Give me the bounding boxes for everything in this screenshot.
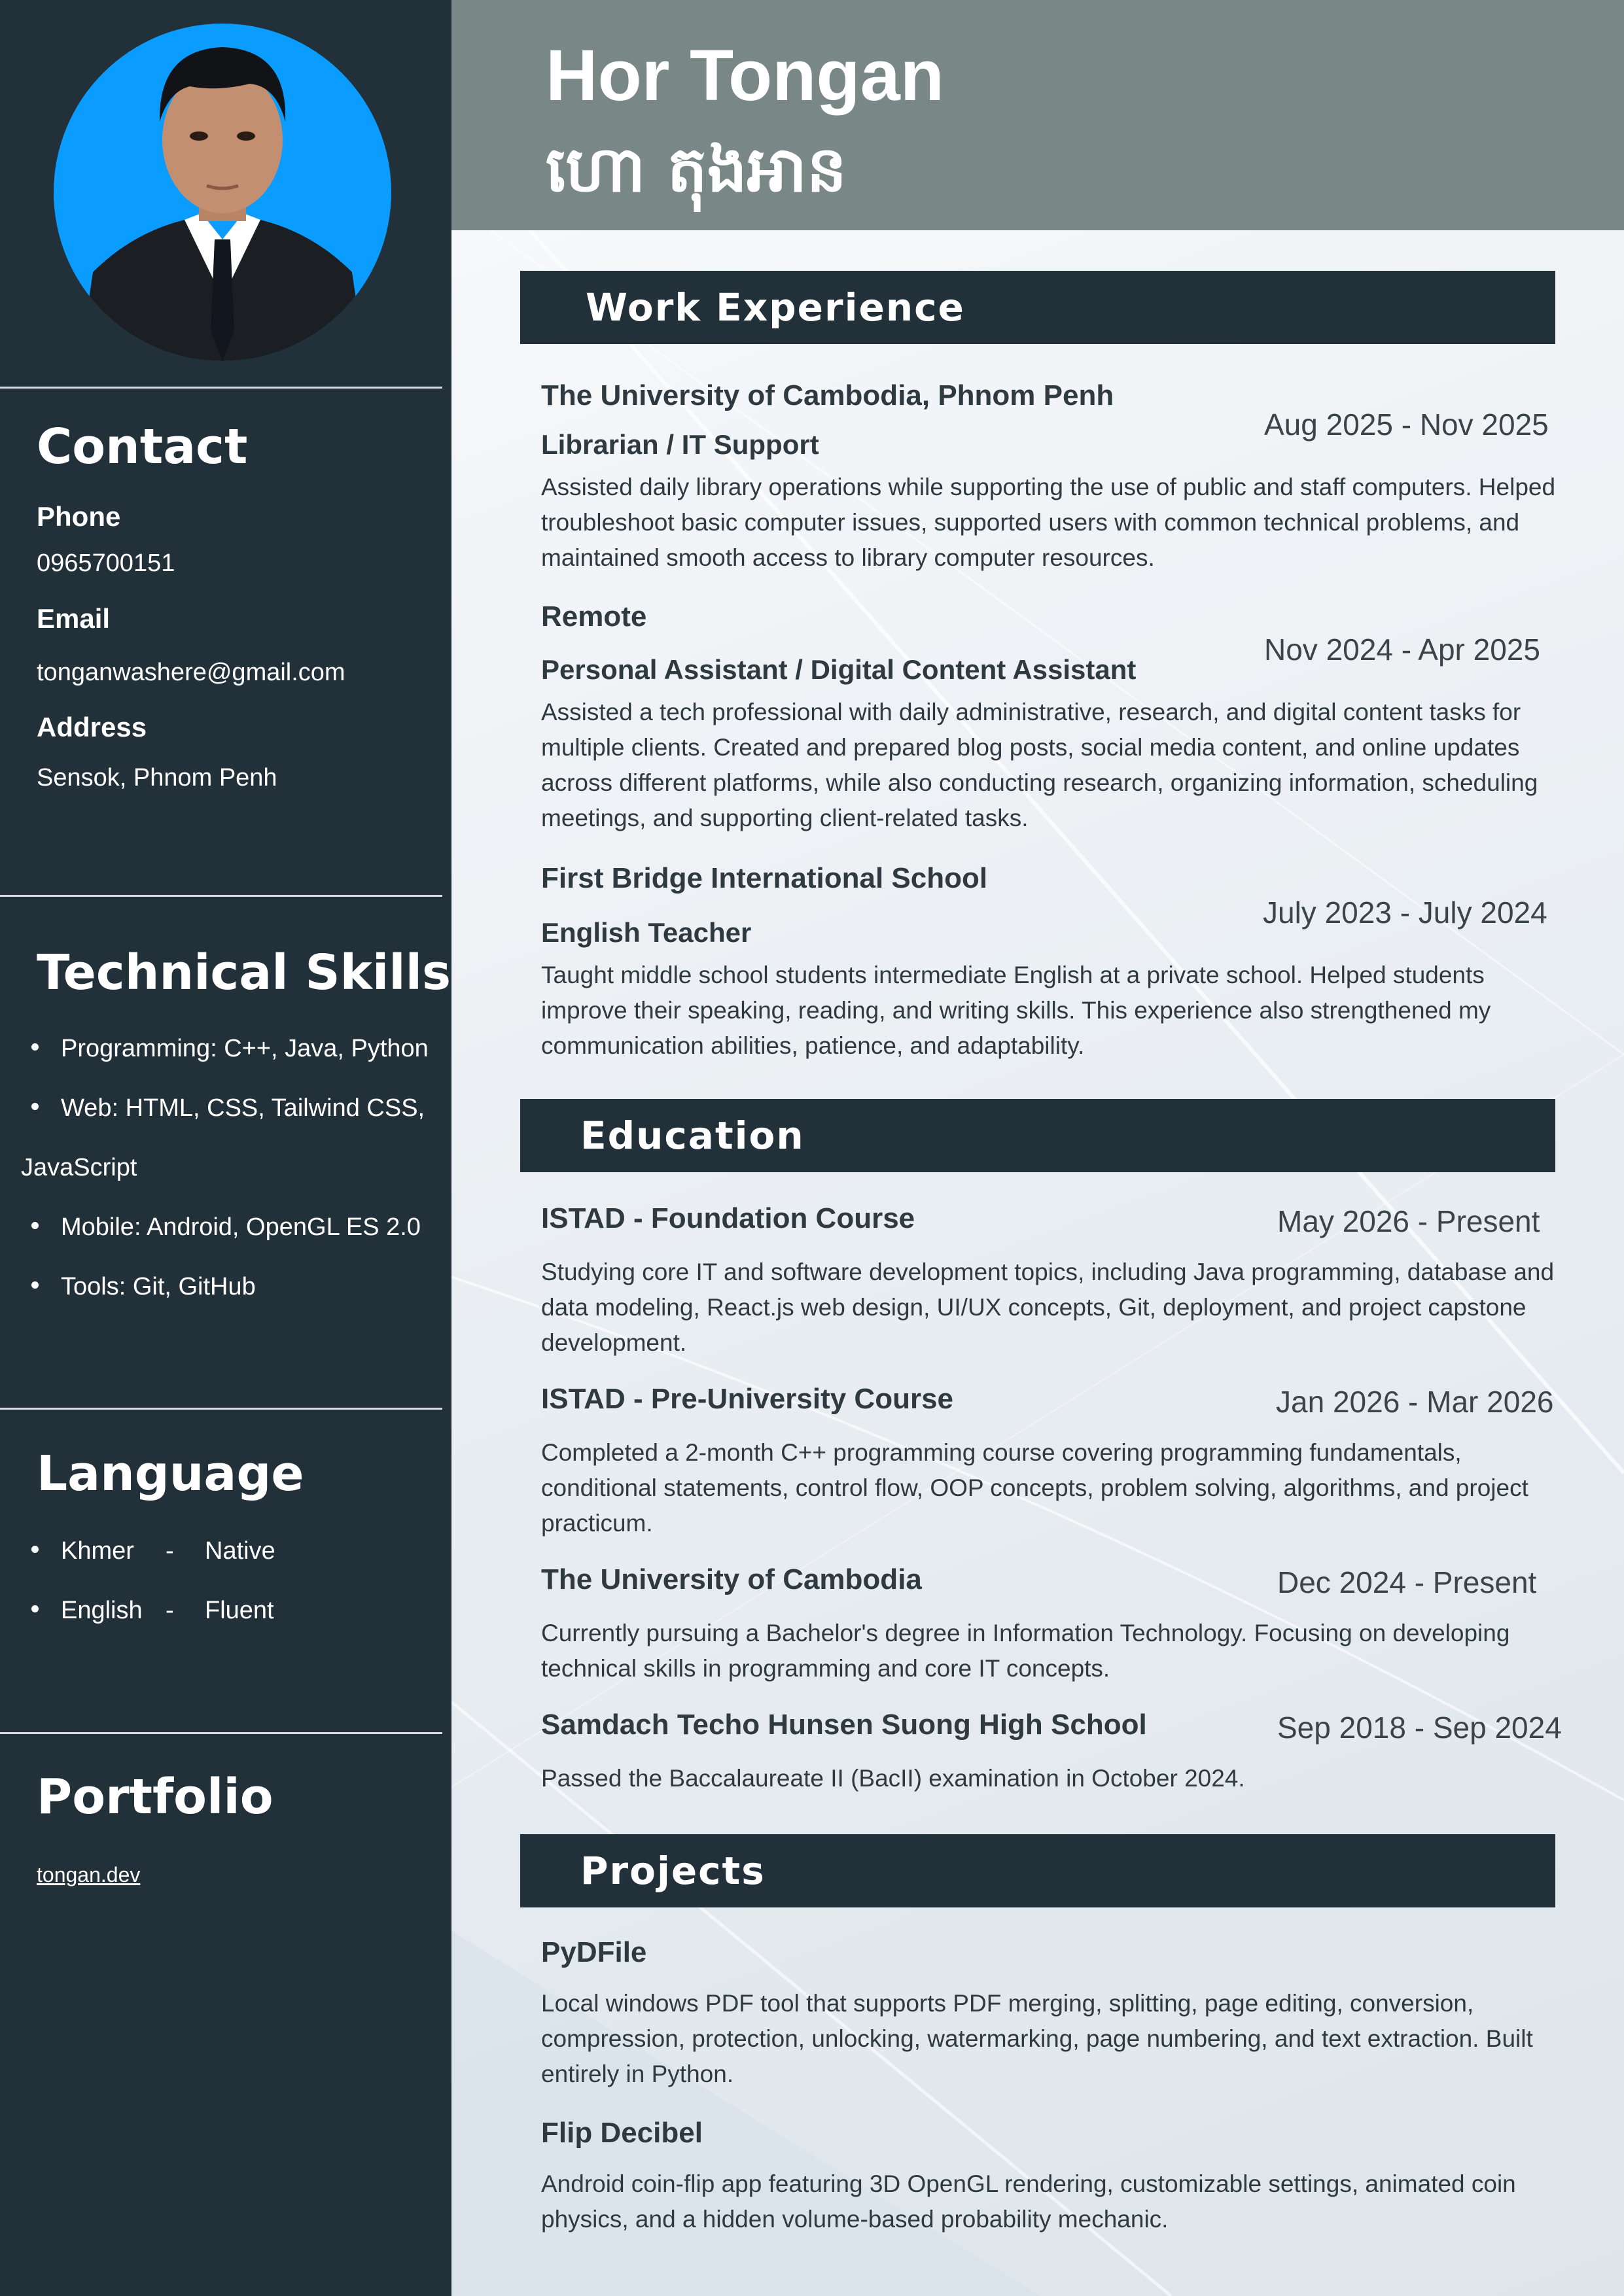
education-header [520,1099,1555,1172]
work-description: Taught middle school students intermediate English at a private school. Helped students improve their speaking, reading, and writing skills. This experience also strengthened my communication abilities, patience, and adaptability. [541,962,1491,1059]
sidebar [0,0,451,2296]
work-dates: Nov 2024 - Apr 2025 [1264,633,1540,667]
education-heading: Education [580,1113,805,1158]
bullet-icon [31,1605,39,1612]
education-description: Studying core IT and software development topics, including Java programming, database and data modeling, React.js web design, UI/UX concepts, Git, deployment, and project capstone development. [541,1259,1555,1356]
education-description: Completed a 2-month C++ programming course covering programming fundamentals, conditional statements, control flow, OOP concepts, problem solving, algorithms, and project practicum. [541,1439,1528,1537]
name-english: Hor Tongan [546,35,944,116]
education-dates: Sep 2018 - Sep 2024 [1277,1711,1562,1745]
work-org: First Bridge International School [541,862,988,894]
skill-item-continuation: JavaScript [21,1154,137,1181]
work-description: Assisted daily library operations while supporting the use of public and staff computers. Helped troubleshoot basic computer issues, supported users with common technical problems, and maintained smooth access to library computer resources. [541,474,1556,571]
project-description: Android coin-flip app featuring 3D OpenGL rendering, customizable settings, animated coin physics, and a hidden volume-based probability mechanic. [541,2170,1516,2233]
email-label: Email [37,603,111,634]
work-dates: July 2023 - July 2024 [1263,896,1547,930]
work-role: English Teacher [541,917,752,948]
education-title: Samdach Techo Hunsen Suong High School [541,1709,1147,1741]
bullet-icon [31,1222,39,1229]
education-dates: May 2026 - Present [1277,1204,1540,1238]
skill-item: Programming: C++, Java, Python [31,1035,429,1063]
education-title: ISTAD - Pre-University Course [541,1383,954,1415]
projects-header [520,1834,1555,1907]
address-value: Sensok, Phnom Penh [37,764,277,791]
education-dates: Dec 2024 - Present [1277,1565,1537,1599]
address-label: Address [37,712,147,742]
language-item: Khmer - Native [31,1537,275,1565]
project-description: Local windows PDF tool that supports PDF merging, splitting, page editing, conversion, compression, protection, unlocking, watermarking, page numbering, and text extraction. Built entirely in Python. [541,1990,1533,2087]
header-banner [451,0,1624,230]
work-experience-header [520,271,1555,344]
education-title: ISTAD - Foundation Course [541,1202,915,1234]
name-khmer: ហោ តុងអាន [546,133,847,206]
education-dates: Jan 2026 - Mar 2026 [1276,1385,1554,1419]
divider [0,1732,442,1734]
contact-heading: Contact [37,419,248,475]
work-org: Remote [541,600,647,633]
work-experience-heading: Work Experience [586,285,965,330]
skill-item: Mobile: Android, OpenGL ES 2.0 [31,1213,421,1242]
language-item: English - Fluent [31,1597,274,1625]
portfolio-heading: Portfolio [37,1769,274,1825]
divider [0,1408,442,1410]
bullet-icon [31,1043,39,1051]
project-title: PyDFile [541,1936,647,1968]
portfolio-link[interactable]: tongan.dev [37,1863,141,1887]
person-portrait-icon [54,24,391,361]
bullet-icon [31,1546,39,1553]
bullet-icon [31,1103,39,1110]
divider [0,387,442,389]
skill-item: Web: HTML, CSS, Tailwind CSS, [31,1094,425,1122]
education-description: Passed the Baccalaureate II (BacII) examination in October 2024. [541,1765,1245,1792]
education-description: Currently pursuing a Bachelor's degree in Information Technology. Focusing on developing technical skills in programming and core IT concepts. [541,1620,1510,1682]
phone-label: Phone [37,501,121,532]
project-title: Flip Decibel [541,2117,703,2149]
profile-photo [54,24,391,361]
education-title: The University of Cambodia [541,1563,922,1595]
phone-value: 0965700151 [37,549,175,577]
bullet-icon [31,1281,39,1289]
work-org: The University of Cambodia, Phnom Penh [541,379,1114,411]
work-role: Personal Assistant / Digital Content Assistant [541,654,1137,685]
email-value[interactable]: tonganwashere@gmail.com [37,659,345,686]
projects-heading: Projects [580,1849,766,1893]
skill-item: Tools: Git, GitHub [31,1273,256,1301]
divider [0,895,442,897]
work-description: Assisted a tech professional with daily administrative, research, and digital content tasks for multiple clients. Created and prepared blog posts, social media content, and online updates across different platforms, while also conducting research, organizing information, scheduling meetings, and supporting client-related tasks. [541,699,1538,831]
skills-heading: Technical Skills [37,945,451,1001]
work-dates: Aug 2025 - Nov 2025 [1264,408,1549,442]
language-heading: Language [37,1446,304,1502]
work-role: Librarian / IT Support [541,429,819,460]
